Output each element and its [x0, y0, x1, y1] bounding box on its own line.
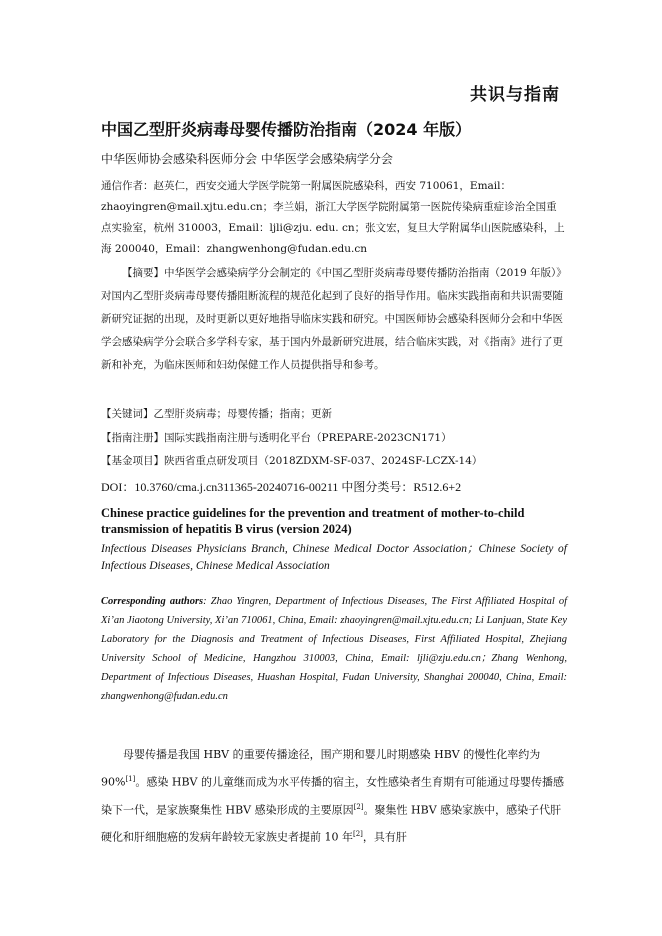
doi-line: DOI：10.3760/cma.j.cn311365-20240716-00211 中图分类号：R512.6+2: [101, 479, 462, 494]
keywords: 【关键词】乙型肝炎病毒；母婴传播；指南；更新: [101, 408, 332, 420]
body-sentence: ，具有肝: [362, 830, 407, 844]
article-title: 中国乙型肝炎病毒母婴传播防治指南（2024 年版）: [101, 120, 472, 139]
body-sentence: 。感染 HBV 的儿童继而成为水平传播的宿主，女性感染者生育期有可能通过母婴传播感染下一代，是家族聚集性 HBV 感染形成的主要原因: [101, 775, 564, 817]
body-sentence: 。聚集性 HBV 感染家族中，感染子代肝硬化和肝细胞癌的发病年龄较无家族史者提前 10 年: [101, 803, 562, 844]
article-meta: [101, 403, 567, 499]
english-corresponding-authors: [101, 592, 567, 706]
abstract: [101, 262, 567, 377]
funding: 【基金项目】陕西省重点研发项目（2018ZDXM-SF-037、2024SF-LCZX-14）: [101, 455, 483, 467]
body-sentence: 母婴传播是我国 HBV 的重要传播途径，围产期和婴儿时期感染 HBV 的慢性化率约为 90%: [101, 748, 541, 789]
body-text: [101, 742, 567, 850]
citation-ref[interactable]: [1]: [125, 775, 136, 783]
english-title: Chinese practice guidelines for the prevention and treatment of mother-to-child transmission of hepatitis B virus (version 2024): [101, 506, 525, 536]
guideline-registration: 【指南注册】国际实践指南注册与透明化平台（PREPARE-2023CN171）: [101, 431, 452, 444]
section-tag: 共识与指南: [470, 85, 560, 105]
corresponding-authors: 通信作者：赵英仁，西安交通大学医学院第一附属医院感染科，西安 710061，Email：zhaoyingren@mail.xjtu.edu.cn；李兰娟，浙江大学医学院附属第一医院传染病重症诊治全国重点实验室，杭州 310003，Email：ljli@zju. edu. cn；张文宏，复旦大学附属华山医院感染科，上海 200040，Email：zhangwenhong@fudan.edu.cn: [101, 180, 565, 255]
english-organizations: Infectious Diseases Physicians Branch, Chinese Medical Doctor Association；Chinese Society of Infectious Diseases, Chinese Medical Association: [101, 543, 567, 572]
citation-ref[interactable]: [2]: [353, 830, 363, 839]
abstract-text: 【摘要】中华医学会感染病学分会制定的《中国乙型肝炎病毒母婴传播防治指南（2019 年版）》对国内乙型肝炎病毒母婴传播阻断流程的规范化起到了良好的指导作用。临床实践指南和共识需要随新研究证据的出现，及时更新以更好地指导临床实践和研究。中国医师协会感染科医师分会和中华医学会感染病学分会联合多学科专家，基于国内外最新研究进展，结合临床实践，对《指南》进行了更新和补充，为临床医师和妇幼保健工作人员提供指导和参考。: [101, 267, 567, 371]
organizations: 中华医师协会感染科医师分会 中华医学会感染病学分会: [101, 152, 393, 166]
english-corr-text: : Zhao Yingren, Department of Infectious Diseases, The First Affiliated Hospital of Xi’an Jiaotong University, Xi’an 710061, China, Email: zhaoyingren@mail.xjtu.edu.cn; Li Lanjuan, State Key Laboratory for the Diagnosis and Treatment of Infectious Diseases, First Affiliated Hospital, Zhejiang University School of Medicine, Hangzhou 310003, China, Email: ljli@zju.edu.cn；Zhang Wenhong, Department of Infectious Diseases, Huashan Hospital, Fudan University, Shanghai 200040, China, Email: zhangwenhong@fudan.edu.cn: [101, 596, 567, 702]
citation-ref[interactable]: [2]: [353, 802, 364, 811]
english-corr-label: Corresponding authors: [101, 596, 204, 607]
body-paragraph: [101, 742, 567, 850]
